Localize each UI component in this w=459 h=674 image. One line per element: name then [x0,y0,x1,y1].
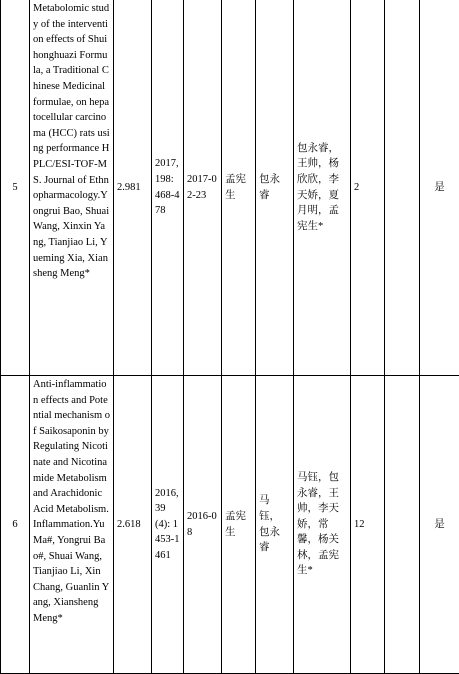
first-author: 马钰，包永睿 [256,376,294,674]
paper-citation: Metabolomic study of the intervention effects of Shuihonghuazi Formula, a Traditional Chinese Medicinal formulae, on hepatocellular carcinoma (HCC) rats using performance HPLC/ESI-TOF-MS. Journal of Ethnopharmacology.Yongrui Bao, Shuai Wang, Xinxin Yang, Tianjiao Li, Yueming Xia, Xiansheng Meng* [30,0,114,376]
author-rank: 2 [351,0,385,376]
paper-citation: Anti-inflammation effects and Potential mechanism of Saikosaponin by Regulating Nicotinate and Nicotinamide Metabolism and Arachidonic Acid Metabolism. Inflammation.Yu Ma#, Yongrui Bao#, Shuai Wang, Tianjiao Li, Xin Chang, Guanlin Yang, Xiansheng Meng* [30,376,114,674]
author-list: 包永睿，王帅，杨欣欣，李天娇，夏月明，孟宪生* [294,0,351,376]
corresponding-author: 孟宪生 [222,0,256,376]
publication-date: 2017-02-23 [184,0,222,376]
publication-date: 2016-08 [184,376,222,674]
flag-yes: 是 [420,376,459,674]
empty-cell [385,376,420,674]
flag-yes: 是 [420,0,459,376]
table-row [1,376,459,674]
impact-factor: 2.618 [114,376,152,674]
impact-factor: 2.981 [114,0,152,376]
author-rank: 12 [351,376,385,674]
first-author: 包永睿 [256,0,294,376]
volume-pages: 2016, 39(4): 1453-1461 [152,376,184,674]
corresponding-author: 孟宪生 [222,376,256,674]
author-list: 马钰，包永睿，王帅，李天娇，常馨，杨关林，孟宪生* [294,376,351,674]
row-index: 6 [1,376,30,674]
row-index: 5 [1,0,30,376]
table-row [1,0,459,376]
empty-cell [385,0,420,376]
volume-pages: 2017, 198: 468-478 [152,0,184,376]
